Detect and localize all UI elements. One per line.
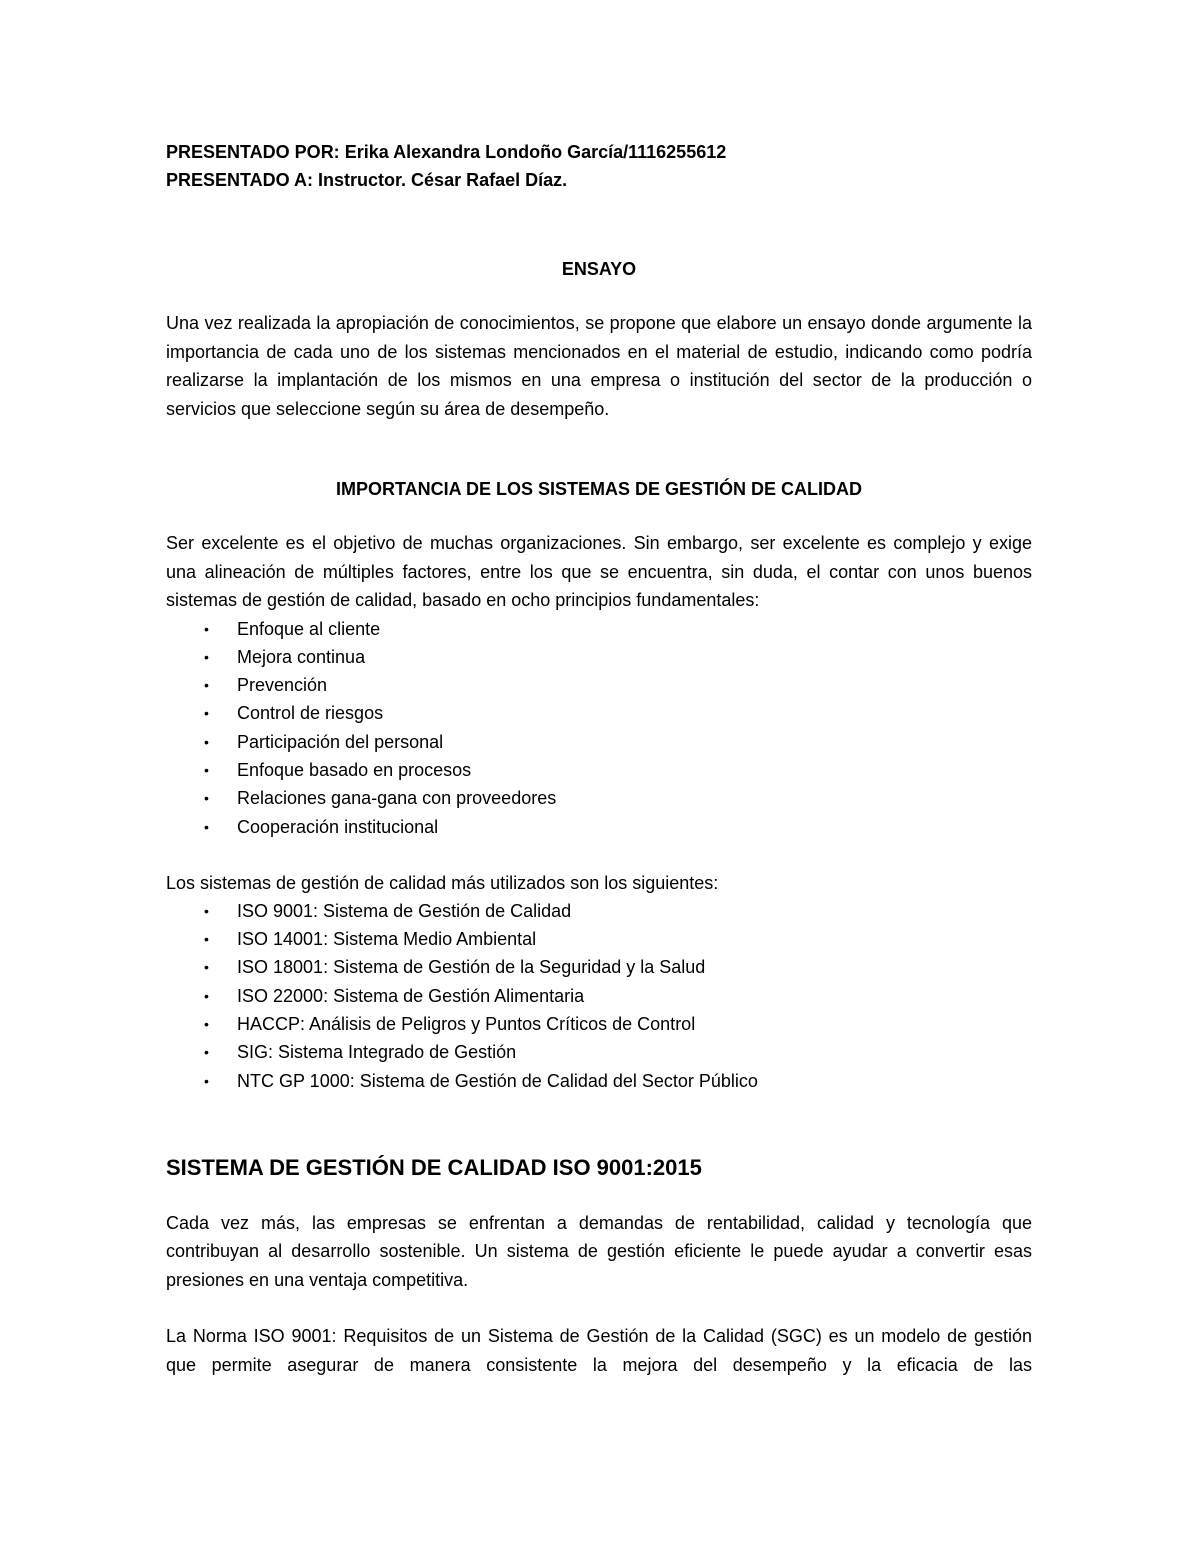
- presented-to-line: [166, 166, 1032, 194]
- list-item: • Cooperación institucional: [204, 813, 1032, 841]
- list-item: • Participación del personal: [204, 728, 1032, 756]
- list-item: • Relaciones gana-gana con proveedores: [204, 784, 1032, 812]
- bullet-icon: •: [204, 1044, 209, 1061]
- bullet-icon: •: [204, 931, 209, 948]
- header-block: [166, 138, 1032, 194]
- list-item: • ISO 14001: Sistema Medio Ambiental: [204, 925, 1032, 953]
- presented-by-line: [166, 138, 1032, 166]
- list-item: • Mejora continua: [204, 643, 1032, 671]
- systems-list: [166, 897, 1032, 1095]
- presented-to-label: PRESENTADO A:: [166, 170, 314, 190]
- iso-paragraph-2: La Norma ISO 9001: Requisitos de un Sistema de Gestión de la Calidad (SGC) es un modelo de gestión que permite asegurar de manera consistente la mejora del desempeño y la eficacia de las: [166, 1326, 1032, 1375]
- list-item: • Control de riesgos: [204, 699, 1032, 727]
- essay-intro: Una vez realizada la apropiación de conocimientos, se propone que elabore un ensayo donde argumente la importancia de cada uno de los sistemas mencionados en el material de estudio, indicando como podría realizarse la implantación de los mismos en una empresa o institución del sector de la producción o servicios que seleccione según su área de desempeño.: [166, 313, 1032, 419]
- presented-by-label: PRESENTADO POR:: [166, 142, 340, 162]
- bullet-icon: •: [204, 1072, 209, 1089]
- importance-title: IMPORTANCIA DE LOS SISTEMAS DE GESTIÓN DE CALIDAD: [335, 479, 863, 499]
- bullet-icon: •: [204, 705, 209, 722]
- presented-by-value: Erika Alexandra Londoño García/1116255612: [344, 142, 727, 162]
- systems-intro: Los sistemas de gestión de calidad más utilizados son los siguientes:: [166, 872, 719, 893]
- list-item: • SIG: Sistema Integrado de Gestión: [204, 1038, 1032, 1066]
- bullet-icon: •: [204, 648, 209, 665]
- iso-paragraph-1: Cada vez más, las empresas se enfrentan a demandas de rentabilidad, calidad y tecnología que contribuyan al desarrollo sostenible. Un sistema de gestión eficiente le puede ayudar a convertir esas presiones en una ventaja competitiva.: [166, 1212, 1032, 1290]
- document-page: [166, 138, 1032, 1379]
- bullet-icon: •: [204, 902, 209, 919]
- list-item: • HACCP: Análisis de Peligros y Puntos Críticos de Control: [204, 1010, 1032, 1038]
- bullet-icon: •: [204, 959, 209, 976]
- list-item: • Enfoque al cliente: [204, 615, 1032, 643]
- bullet-icon: •: [204, 987, 209, 1004]
- principles-list: [166, 615, 1032, 841]
- importance-paragraph: Ser excelente es el objetivo de muchas organizaciones. Sin embargo, ser excelente es complejo y exige una alineación de múltiples factores, entre los que se encuentra, sin duda, el contar con unos buenos sistemas de gestión de calidad, basado en ocho principios fundamentales:: [166, 533, 1032, 610]
- bullet-icon: •: [204, 818, 209, 835]
- essay-title: ENSAYO: [561, 259, 637, 279]
- bullet-icon: •: [204, 733, 209, 750]
- list-item: • ISO 22000: Sistema de Gestión Alimentaria: [204, 982, 1032, 1010]
- bullet-icon: •: [204, 790, 209, 807]
- presented-to-value: Instructor. César Rafael Díaz.: [318, 170, 568, 190]
- list-item: • Prevención: [204, 671, 1032, 699]
- list-item: • ISO 18001: Sistema de Gestión de la Seguridad y la Salud: [204, 953, 1032, 981]
- bullet-icon: •: [204, 1016, 209, 1033]
- iso-section-heading: SISTEMA DE GESTIÓN DE CALIDAD ISO 9001:2015: [166, 1154, 702, 1180]
- list-item: • Enfoque basado en procesos: [204, 756, 1032, 784]
- list-item: • ISO 9001: Sistema de Gestión de Calidad: [204, 897, 1032, 925]
- bullet-icon: •: [204, 677, 209, 694]
- bullet-icon: •: [204, 620, 209, 637]
- bullet-icon: •: [204, 761, 209, 778]
- list-item: • NTC GP 1000: Sistema de Gestión de Calidad del Sector Público: [204, 1067, 1032, 1095]
